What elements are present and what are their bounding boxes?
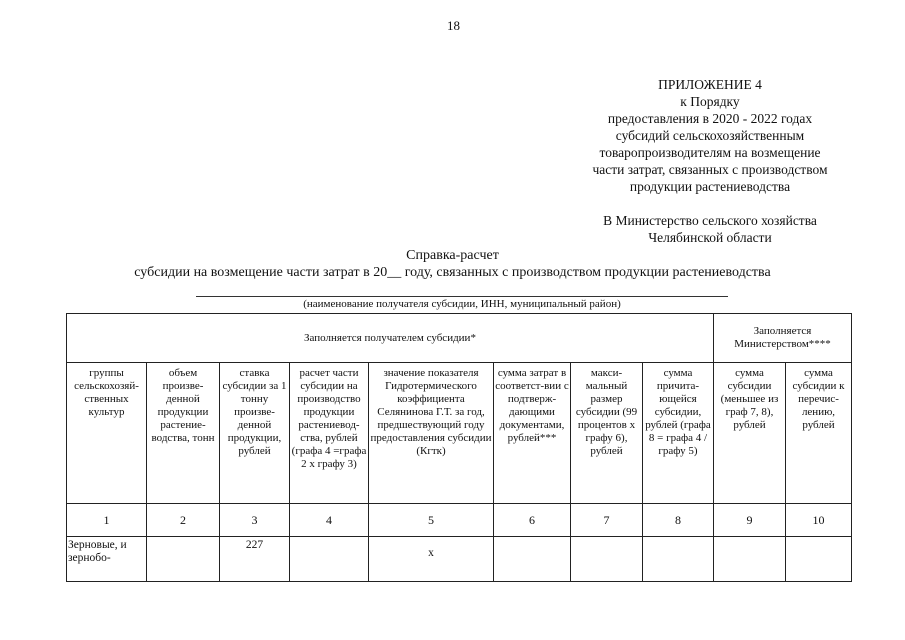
column-number: 3 xyxy=(220,504,290,537)
column-number: 7 xyxy=(571,504,643,537)
column-number: 4 xyxy=(290,504,369,537)
appendix-line: части затрат, связанных с производством xyxy=(592,162,828,177)
table-cell: х xyxy=(369,537,494,582)
column-number: 6 xyxy=(494,504,571,537)
column-header: макси-мальный размер субсидии (99 процентов х графу 6), рублей xyxy=(571,363,643,504)
appendix-header xyxy=(560,76,860,195)
appendix-line: продукции растениеводства xyxy=(629,179,791,194)
column-number: 10 xyxy=(786,504,852,537)
group-header-ministry: Заполняется Министерством**** xyxy=(714,314,852,363)
table-cell xyxy=(786,537,852,582)
appendix-line: товаропроизводителям на возмещение xyxy=(599,145,821,160)
table-cell: 227 xyxy=(220,537,290,582)
column-header: группы сельскохозяй-ственных культур xyxy=(67,363,147,504)
document-subtitle: субсидии на возмещение части затрат в 20__ году, связанных с производством продукции растениеводства xyxy=(134,265,771,280)
table-cell xyxy=(147,537,220,582)
table-cell xyxy=(643,537,714,582)
group-header-recipient: Заполняется получателем субсидии* xyxy=(67,314,714,363)
recipient-line xyxy=(196,296,728,297)
appendix-line: субсидий сельскохозяйственным xyxy=(615,128,805,143)
column-number: 1 xyxy=(67,504,147,537)
appendix-line: ПРИЛОЖЕНИЕ 4 xyxy=(658,77,762,92)
table-cell xyxy=(494,537,571,582)
column-number: 8 xyxy=(643,504,714,537)
table-row xyxy=(67,537,852,582)
addressee-line: В Министерство сельского хозяйства xyxy=(603,213,817,228)
document-title: Справка-расчет xyxy=(406,248,499,263)
table-cell: Зерновые, и зернобо- xyxy=(67,537,147,582)
column-header: сумма субсидии к перечис-лению, рублей xyxy=(786,363,852,504)
recipient-caption: (наименование получателя субсидии, ИНН, муниципальный район) xyxy=(303,298,621,310)
addressee-line: Челябинской области xyxy=(648,230,772,245)
column-number: 2 xyxy=(147,504,220,537)
page-number: 18 xyxy=(447,18,460,33)
column-header: расчет части субсидии на производство продукции растениевод-ства, рублей (графа 4 =графа 2 х графу 3) xyxy=(290,363,369,504)
column-header: объем произве-денной продукции растение-водства, тонн xyxy=(147,363,220,504)
column-header: значение показателя Гидротермического коэффициента Селянинова Г.Т. за год, предшествующий году предоставления субсидии (Кгтк) xyxy=(369,363,494,504)
column-number: 5 xyxy=(369,504,494,537)
column-header: сумма субсидии (меньшее из граф 7, 8), рублей xyxy=(714,363,786,504)
table-cell xyxy=(290,537,369,582)
appendix-line: предоставления в 2020 - 2022 годах xyxy=(607,111,813,126)
addressee xyxy=(560,212,860,246)
appendix-line: к Порядку xyxy=(680,94,740,109)
calculation-table xyxy=(66,313,852,582)
column-number: 9 xyxy=(714,504,786,537)
column-header: ставка субсидии за 1 тонну произве-денной продукции, рублей xyxy=(220,363,290,504)
table-cell xyxy=(571,537,643,582)
table-cell xyxy=(714,537,786,582)
column-header: сумма причита-ющейся субсидии, рублей (графа 8 = графа 4 / графу 5) xyxy=(643,363,714,504)
column-header: сумма затрат в соответст-вии с подтверж-дающими документами, рублей*** xyxy=(494,363,571,504)
